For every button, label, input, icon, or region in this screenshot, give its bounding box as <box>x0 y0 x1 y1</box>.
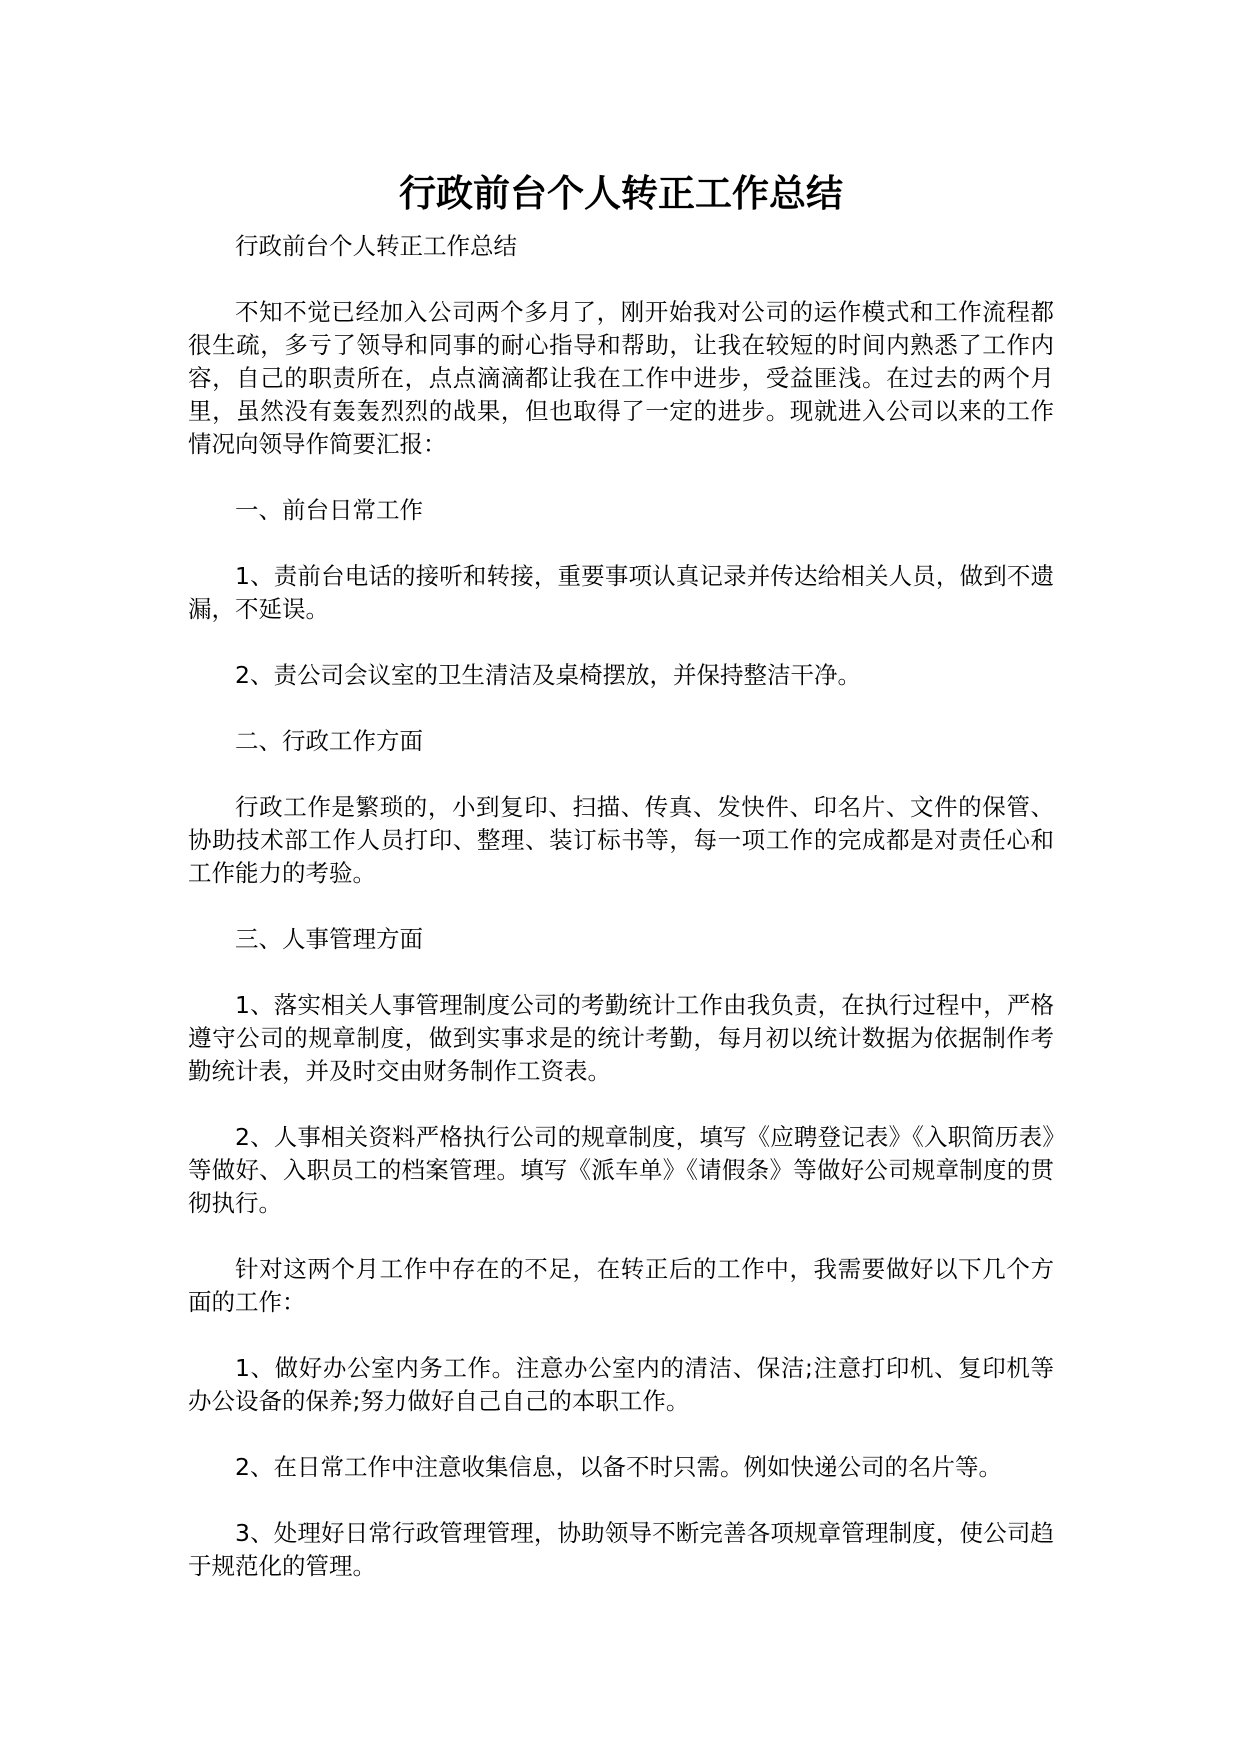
paragraph-improvements-intro: 针对这两个月工作中存在的不足，在转正后的工作中，我需要做好以下几个方面的工作： <box>188 1255 1054 1316</box>
paragraph-gap <box>188 1088 1054 1121</box>
paragraph-admin-work: 行政工作是繁琐的，小到复印、扫描、传真、发快件、印名片、文件的保管、协助技术部工作人员打印、整理、装订标书等，每一项工作的完成都是对责任心和工作能力的考验。 <box>188 793 1054 887</box>
paragraph-gap <box>188 890 1054 923</box>
paragraph-gap <box>188 1418 1054 1451</box>
paragraph-improvement-2: 2、在日常工作中注意收集信息，以备不时只需。例如快递公司的名片等。 <box>235 1453 1002 1481</box>
document-subtitle: 行政前台个人转正工作总结 <box>235 232 517 260</box>
paragraph-hr-records: 2、人事相关资料严格执行公司的规章制度，填写《应聘登记表》《入职简历表》等做好、入职员工的档案管理。填写《派车单》《请假条》等做好公司规章制度的贯彻执行。 <box>188 1123 1054 1217</box>
paragraph-phone-duty: 1、责前台电话的接听和转接，重要事项认真记录并传达给相关人员，做到不遗漏，不延误。 <box>188 562 1054 623</box>
paragraph-gap <box>188 692 1054 725</box>
section-heading-hr: 三、人事管理方面 <box>235 925 423 953</box>
section-heading-admin: 二、行政工作方面 <box>235 727 423 755</box>
paragraph-gap <box>188 758 1054 791</box>
paragraph-improvement-1: 1、做好办公室内务工作。注意办公室内的清洁、保洁;注意打印机、复印机等办公设备的保养;努力做好自己自己的本职工作。 <box>188 1354 1054 1415</box>
section-heading-front-desk: 一、前台日常工作 <box>235 496 423 524</box>
document-page <box>188 168 1054 1583</box>
paragraph-meeting-room: 2、责公司会议室的卫生清洁及桌椅摆放，并保持整洁干净。 <box>235 661 861 689</box>
paragraph-improvement-3: 3、处理好日常行政管理管理，协助领导不断完善各项规章管理制度，使公司趋于规范化的管理。 <box>188 1519 1054 1580</box>
paragraph-gap <box>188 263 1054 296</box>
paragraph-attendance: 1、落实相关人事管理制度公司的考勤统计工作由我负责，在执行过程中，严格遵守公司的规章制度，做到实事求是的统计考勤，每月初以统计数据为依据制作考勤统计表，并及时交由财务制作工资表。 <box>188 991 1054 1085</box>
paragraph-intro: 不知不觉已经加入公司两个多月了，刚开始我对公司的运作模式和工作流程都很生疏，多亏了领导和同事的耐心指导和帮助，让我在较短的时间内熟悉了工作内容，自己的职责所在，点点滴滴都让我在工作中进步，受益匪浅。在过去的两个月里，虽然没有轰轰烈烈的战果，但也取得了一定的进步。现就进入公司以来的工作情况向领导作简要汇报： <box>188 298 1054 458</box>
paragraph-gap <box>188 1220 1054 1253</box>
paragraph-gap <box>188 527 1054 560</box>
paragraph-gap <box>188 461 1054 494</box>
paragraph-gap <box>188 626 1054 659</box>
paragraph-gap <box>188 1319 1054 1352</box>
paragraph-gap <box>188 956 1054 989</box>
document-title: 行政前台个人转正工作总结 <box>399 172 843 215</box>
paragraph-gap <box>188 1484 1054 1517</box>
